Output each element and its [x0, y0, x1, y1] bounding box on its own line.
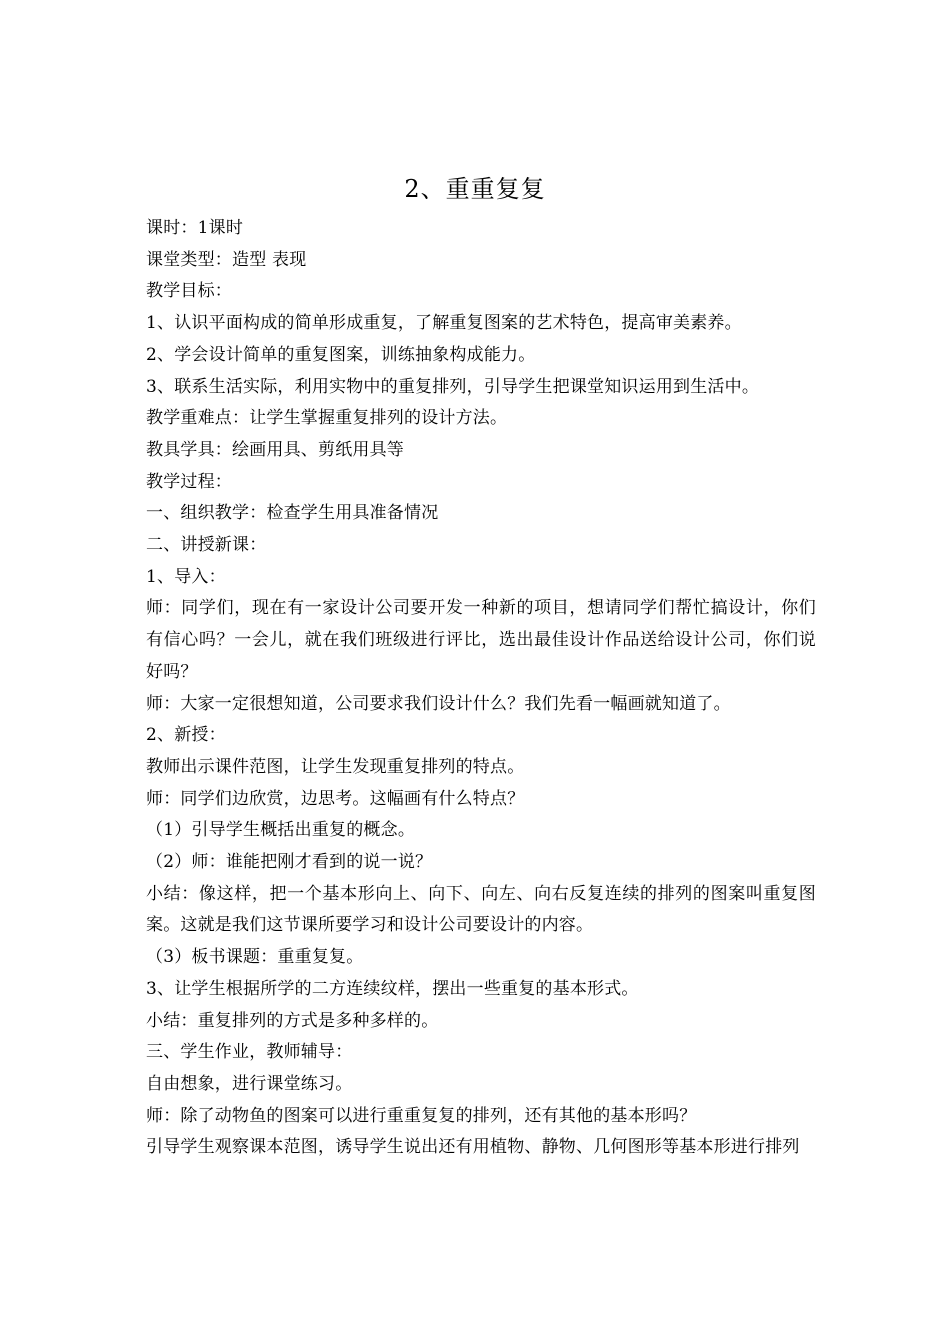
text-line: 小结：重复排列的方式是多种多样的。 [146, 1010, 439, 1031]
text-line: （2）师：谁能把刚才看到的说一说？ [146, 852, 433, 873]
text-line: 教学过程： [146, 471, 232, 492]
text-line: 师：大家一定很想知道，公司要求我们设计什么？我们先看一幅画就知道了。 [146, 693, 731, 714]
text-line: 教学目标： [146, 281, 232, 302]
document-title: 2、重重复复 [404, 175, 546, 203]
text-line: 师：除了动物鱼的图案可以进行重重复复的排列，还有其他的基本形吗？ [146, 1105, 697, 1126]
text-line: （3）板书课题：重重复复。 [146, 947, 364, 968]
text-line: 教师出示课件范图，让学生发现重复排列的特点。 [146, 756, 525, 777]
text-line: 二、讲授新课： [146, 535, 267, 556]
text-line: 1、导入： [146, 566, 226, 587]
text-line: 教学重难点：让学生掌握重复排列的设计方法。 [146, 408, 508, 429]
text-line: 师：同学们边欣赏，边思考。这幅画有什么特点？ [146, 788, 525, 809]
text-line: 2、学会设计简单的重复图案，训练抽象构成能力。 [146, 344, 536, 365]
document-body [146, 213, 816, 1164]
text-line: 教具学具：绘画用具、剪纸用具等 [146, 439, 404, 460]
text-line: 1、认识平面构成的简单形成重复，了解重复图案的艺术特色，提高审美素养。 [146, 313, 742, 334]
text-line: （1）引导学生概括出重复的概念。 [146, 820, 416, 841]
text-line: 自由想象，进行课堂练习。 [146, 1073, 353, 1094]
text-line: 3、联系生活实际，利用实物中的重复排列，引导学生把课堂知识运用到生活中。 [146, 376, 760, 397]
text-line: 课堂类型：造型 表现 [146, 249, 307, 270]
text-line: 3、让学生根据所学的二方连续纹样，摆出一些重复的基本形式。 [146, 978, 639, 999]
text-line: 一、组织教学：检查学生用具准备情况 [146, 503, 439, 524]
paragraph: 小结：像这样，把一个基本形向上、向下、向左、向右反复连续的排列的图案叫重复图案。这就是我们这节课所要学习和设计公司要设计的内容。 [146, 883, 816, 936]
text-line: 2、新授： [146, 725, 226, 746]
paragraph: 引导学生观察课本范图，诱导学生说出还有用植物、静物、几何图形等基本形进行排列 [146, 1137, 800, 1158]
text-line: 课时：1课时 [146, 218, 244, 238]
text-line: 三、学生作业，教师辅导： [146, 1042, 353, 1063]
paragraph: 师：同学们，现在有一家设计公司要开发一种新的项目，想请同学们帮忙搞设计，你们有信心吗？一会儿，就在我们班级进行评比，选出最佳设计作品送给设计公司，你们说好吗？ [146, 598, 816, 682]
